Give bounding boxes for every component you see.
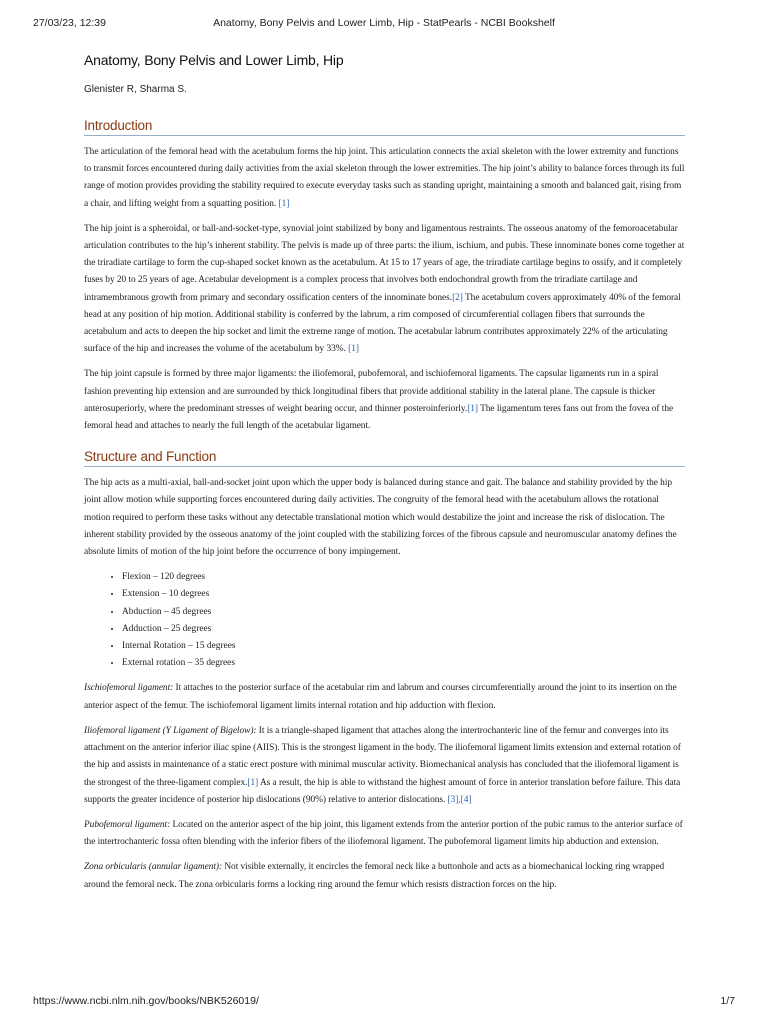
- list-item: • Internal Rotation – 15 degrees: [122, 638, 685, 655]
- structure-paragraph-1: The hip acts as a multi-axial, ball-and-socket joint upon which the upper body is balanced during stance and gait. The balance and stability provided by the hip joint allow motion while supporting forces encountered during daily activities. The congruity of the femoral head with the acetabulum allows the rotational motion required to perform these tasks without any detectable translational motion which would destabilize the joint and increase the risk of dislocation. The inherent stability provided by the osseous anatomy of the joint coupled with the stabilizing forces of the fibrous capsule and neuromuscular anatomy defines the absolute limits of motion of the hip joint before the occurrence of bony impingement.: [84, 478, 677, 558]
- list-item: • External rotation – 35 degrees: [122, 655, 685, 672]
- paragraph-text: The acetabulum covers approximately 40% of the femoral head at any position of hip motion. Additional stability is conferred by the labrum, a rim composed of circumferential collagen fibers that surrounds the acetabulum and acts to deepen the hip socket and limit the extreme range of motion. The acetabular labrum contributes approximately 22% of the articulating surface of the hip and increases the volume of the acetabulum by 33%.: [84, 292, 681, 355]
- print-header: [0, 17, 768, 31]
- pubofemoral-paragraph: [84, 817, 685, 851]
- paragraph-text: The hip joint is a spheroidal, or ball-and-socket-type, synovial joint stabilized by bony and ligamentous restraints. The osseous anatomy of the femoroacetabular articulation contributes to the hip’s inherent stability. The pelvis is made up of three parts: the ilium, ischium, and pubis. These innominate bones come together at the triradiate cartilage to form the cup-shaped socket known as the acetabulum. At 15 to 17 years of age, the triradiate cartilage begins to ossify, and it completely fuses by 20 to 25 years of age. Acetabular development is a complex process that involves both endochondral growth from the triradiate cartilage and intramembranous growth from primary and secondary ossification centers of the innominate bones.: [84, 223, 685, 303]
- section-heading-structure-function: Structure and Function: [84, 449, 685, 467]
- list-item: • Abduction – 45 degrees: [122, 604, 685, 621]
- term-label: Pubofemoral ligament:: [84, 819, 171, 830]
- section-heading-introduction: Introduction: [84, 118, 685, 136]
- paragraph-text: Located on the anterior aspect of the hip joint, this ligament extends from the anterior portion of the pubic ramus to the anterior surface of the intertrochanteric fossa often blending with the inferior fibers of the iliofemoral ligament. The pubofemoral ligament limits hip abduction and extension.: [84, 819, 683, 848]
- paragraph-text: The hip joint capsule is formed by three major ligaments: the iliofemoral, pubofemoral, and ischiofemoral ligaments. The capsular ligaments run in a spiral fashion preventing hip extension and are surrounded by thick longitudinal fibers that provide additional stability in the lateral plane. The capsule is thicker anterosuperiorly, where the predominant stresses of weight bearing occur, and thinner posteroinferiorly.: [84, 369, 659, 414]
- iliofemoral-paragraph: [84, 723, 685, 809]
- print-timestamp: 27/03/23, 12:39: [33, 17, 106, 29]
- print-footer: [0, 995, 768, 1009]
- intro-paragraph-3: [84, 366, 685, 435]
- term-label: Ischiofemoral ligament:: [84, 683, 174, 694]
- paragraph-text: The articulation of the femoral head with the acetabulum forms the hip joint. This articulation connects the axial skeleton with the lower extremity and functions to transmit forces encountered during daily activities from the axial skeleton through the lower extremities. The hip joint’s ability to balance forces through its full range of motion provides providing the stability required to execute everyday tasks such as standing upright, maintaining a smooth and balanced gait, rising from a chair, and lifting weight from a squatting position.: [84, 147, 685, 209]
- paragraph-text: It is a triangle-shaped ligament that attaches along the intertrochanteric line of the femur and converges into its attachment on the anterior inferior iliac spine (AIIS). This is the strongest ligament in the body. The iliofemoral ligament limits extension and external rotation of the hip and assists in maintenance of a static erect posture with minimal muscular activity. Biomechanical analysis has concluded that the iliofemoral ligament is the strongest of the three-ligament complex.: [84, 725, 681, 788]
- intro-paragraph-2: [84, 221, 685, 359]
- page-url[interactable]: https://www.ncbi.nlm.nih.gov/books/NBK526019/: [33, 995, 259, 1007]
- citation-link[interactable]: [1]: [467, 403, 478, 414]
- citation-link[interactable]: [1]: [348, 344, 359, 355]
- list-item: • Flexion – 120 degrees: [122, 569, 685, 586]
- paragraph-text: Not visible externally, it encircles the femoral neck like a buttonhole and acts as a biomechanical locking ring wrapped around the femoral neck. The zona orbicularis forms a locking ring around the femur which resists distraction forces on the hip.: [84, 862, 665, 890]
- intro-paragraph-1: [84, 144, 685, 213]
- print-page-title: Anatomy, Bony Pelvis and Lower Limb, Hip - StatPearls - NCBI Bookshelf: [213, 17, 555, 29]
- article-title: Anatomy, Bony Pelvis and Lower Limb, Hip: [84, 52, 344, 68]
- citation-link[interactable]: [1]: [278, 198, 290, 209]
- paragraph-text: The ligamentum teres fans out from the fovea of the femoral head and attaches to nearly the full length of the acetabular ligament.: [84, 403, 674, 432]
- article-content: [84, 52, 685, 902]
- term-label: Zona orbicularis (annular ligament):: [84, 862, 223, 873]
- zona-orbicularis-paragraph: [84, 859, 685, 893]
- paragraph-text: As a result, the hip is able to withstand the highest amount of force in anterior translation before failure. This data supports the greater incidence of posterior hip dislocations (90%) relative to anterior dislocations.: [84, 777, 681, 805]
- article-authors[interactable]: Glenister R, Sharma S.: [84, 84, 187, 95]
- citation-link[interactable]: [3],[4]: [447, 794, 472, 805]
- paragraph-text: It attaches to the posterior surface of the acetabular rim and labrum and courses circumferentially around the joint to its insertion on the anterior aspect of the femur. The ischiofemoral ligament limits internal rotation and hip adduction with flexion.: [84, 683, 677, 711]
- term-label: Iliofemoral ligament (Y Ligament of Bigelow):: [84, 725, 257, 736]
- list-item: • Extension – 10 degrees: [122, 586, 685, 603]
- page-number: 1/7: [720, 995, 735, 1007]
- citation-link[interactable]: [2]: [452, 292, 463, 303]
- ischiofemoral-paragraph: [84, 680, 685, 714]
- list-item: • Adduction – 25 degrees: [122, 621, 685, 638]
- range-of-motion-list: [84, 569, 685, 672]
- citation-link[interactable]: [1]: [247, 777, 259, 788]
